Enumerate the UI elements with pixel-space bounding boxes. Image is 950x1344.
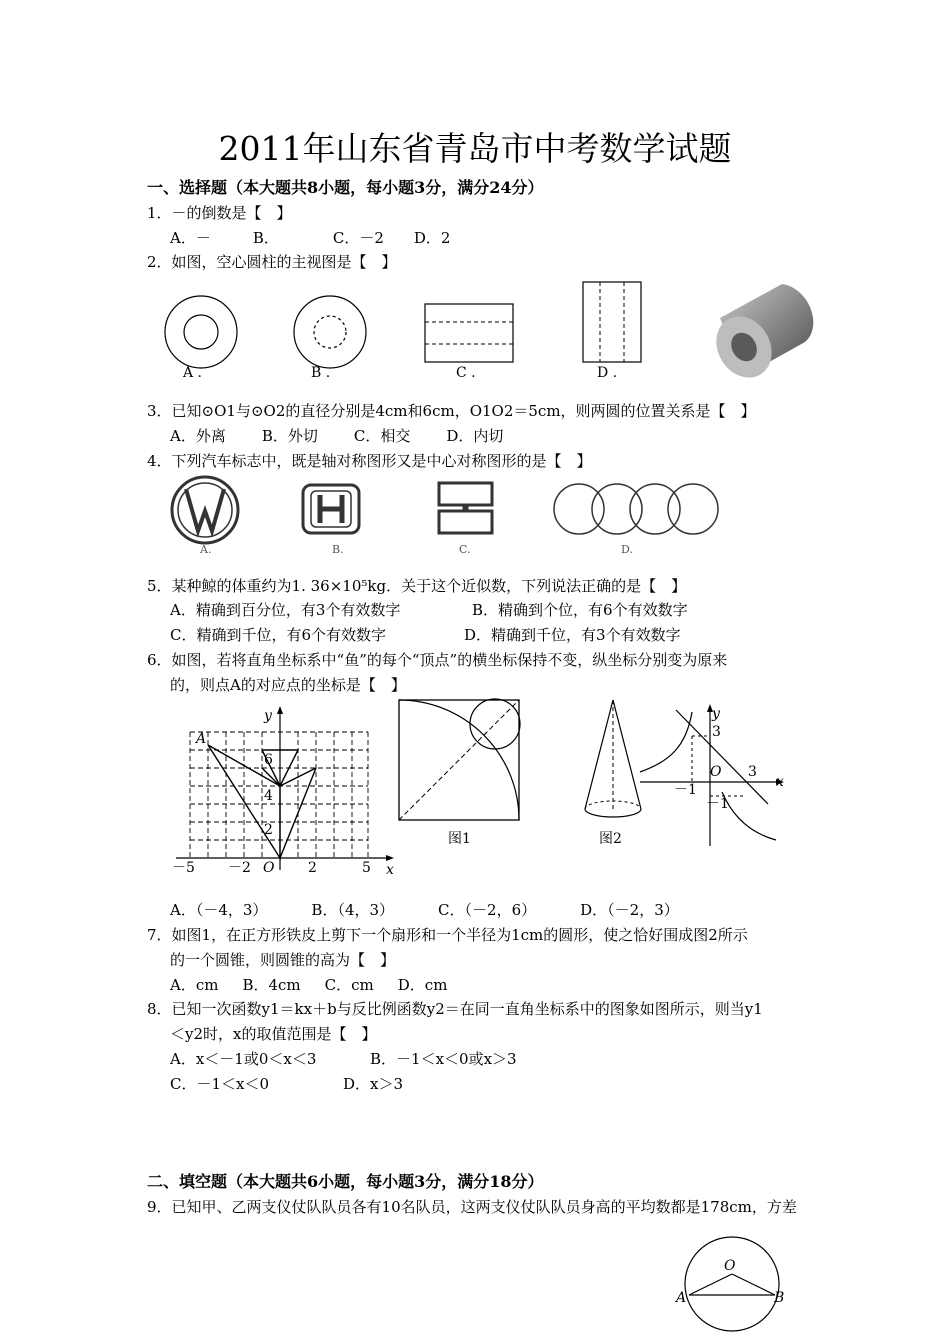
- q2-label-b: B .: [311, 365, 331, 381]
- fish-grid-figure: [168, 700, 400, 878]
- q2-option-c-figure: [425, 304, 513, 362]
- page-title: 2011年山东省青岛市中考数学试题: [218, 129, 732, 168]
- q1-options: [170, 228, 486, 248]
- q1-stem: 1．－的倒数是【 】: [147, 204, 292, 222]
- q7-stem-line2: 的一个圆锥，则圆锥的高为【 】: [170, 951, 396, 969]
- q7-option-c: C．cm: [324, 976, 374, 994]
- hyper-origin-label: O: [710, 764, 722, 780]
- fish-shape: [208, 745, 316, 858]
- q3-options: [170, 426, 539, 446]
- q5-option-a: A．精确到百分位，有3个有效数字: [170, 601, 401, 619]
- section-2-heading: 二、填空题（本大题共6小题，每小题3分，满分18分）: [147, 1172, 544, 1191]
- q8-option-c: C．－1＜x＜0: [170, 1075, 270, 1093]
- logo-c-square: [439, 483, 492, 533]
- q3-option-c: C．相交: [353, 427, 411, 445]
- q2-option-d-figure: [583, 282, 641, 362]
- q5-stem: 5．某种鲸的体重约为1. 36×10⁵kg．关于这个近似数，下列说法正确的是【 】: [147, 577, 687, 595]
- fig1-square-sector: [396, 697, 524, 825]
- q7-option-b: B．4cm: [242, 976, 301, 994]
- hyper-y-axis-label: y: [712, 706, 720, 722]
- hollow-cylinder-picture: [705, 284, 813, 388]
- q8-stem-line2: ＜y2时，x的取值范围是【 】: [170, 1025, 377, 1043]
- q5-option-b: B．精确到个位，有6个有效数字: [472, 601, 688, 619]
- q3-stem: 3．已知⊙O1与⊙O2的直径分别是4cm和6cm，O1O2＝5cm，则两圆的位置关系是【 】: [147, 402, 756, 420]
- grid-x-tick-2: 2: [308, 860, 317, 876]
- q4-label-d: D.: [621, 543, 633, 556]
- section-1-heading: 一、选择题（本大题共8小题，每小题3分，满分24分）: [147, 178, 544, 197]
- grid-x-axis-label: x: [386, 862, 394, 878]
- q8-option-d: D．x＞3: [343, 1075, 404, 1093]
- q5-option-c: C．精确到千位，有6个有效数字: [170, 626, 387, 644]
- logo-a-vw: [172, 477, 238, 543]
- logo-d-audi-rings: [554, 484, 718, 534]
- q3-option-b: B．外切: [261, 427, 318, 445]
- fig1-label: 图1: [448, 831, 471, 847]
- grid-y-tick-2: 2: [264, 822, 273, 838]
- q7-stem-line1: 7．如图1，在正方形铁皮上剪下一个扇形和一个半径为1cm的圆形，使之恰好围成图2所示: [147, 926, 748, 944]
- q4-stem: 4．下列汽车标志中，既是轴对称图形又是中心对称图形的是【 】: [147, 452, 592, 470]
- circle-center-label: O: [724, 1258, 736, 1274]
- q2-label-a: A .: [183, 365, 203, 381]
- circle-aob-figure: [674, 1226, 794, 1344]
- q2-option-b-figure: [294, 296, 366, 368]
- q6-option-c: C．（－2，6）: [438, 901, 537, 919]
- q4-label-c: C.: [459, 543, 471, 556]
- q6-stem-line2: 的，则点A的对应点的坐标是【 】: [170, 676, 406, 694]
- q5-option-d: D．精确到千位，有3个有效数字: [464, 626, 681, 644]
- q4-car-logos: [160, 475, 720, 557]
- logo-b-honda: [303, 485, 359, 533]
- q7-option-d: D．cm: [397, 976, 448, 994]
- circle-point-a-label: A: [676, 1290, 687, 1306]
- q6-options: [170, 900, 715, 920]
- q6-option-d: D．（－2，3）: [580, 901, 679, 919]
- q1-option-a: A．－: [170, 229, 211, 247]
- q1-option-d: D．2: [413, 229, 451, 247]
- hyper-x-axis-label: x: [776, 774, 784, 790]
- q4-label-a: A.: [200, 543, 212, 556]
- q8-option-a: A．x＜－1或0＜x＜3: [170, 1050, 317, 1068]
- grid-x-tick-neg5: －5: [172, 860, 195, 876]
- q6-option-a: A．（－4，3）: [170, 901, 268, 919]
- q9-stem: 9．已知甲、乙两支仪仗队队员各有10名队员，这两支仪仗队队员身高的平均数都是178cm，方差: [147, 1198, 797, 1216]
- grid-origin-label: O: [263, 860, 275, 876]
- fig2-label: 图2: [599, 831, 622, 847]
- grid-point-a-label: A: [196, 731, 207, 747]
- q3-option-d: D．内切: [446, 427, 504, 445]
- hyperbola-line-figure: [636, 700, 786, 848]
- q6-stem-line1: 6．如图，若将直角坐标系中“鱼”的每个“顶点”的横坐标保持不变，纵坐标分别变为原来: [147, 651, 728, 669]
- q2-stem: 2．如图，空心圆柱的主视图是【 】: [147, 253, 397, 271]
- hyper-x-tick-3: 3: [748, 764, 757, 780]
- grid-y-tick-4: 4: [264, 788, 273, 804]
- grid-x-tick-5: 5: [362, 860, 371, 876]
- q2-figures: [160, 280, 820, 390]
- q4-label-b: B.: [332, 543, 344, 556]
- q8-stem-line1: 8．已知一次函数y1＝kx＋b与反比例函数y2＝在同一直角坐标系中的图象如图所示，则当y1: [147, 1000, 763, 1018]
- q2-label-c: C .: [456, 365, 476, 381]
- q7-option-a: A．cm: [170, 976, 219, 994]
- q1-option-b: B．: [252, 229, 279, 247]
- q7-options: [170, 975, 483, 995]
- q2-option-a-figure: [165, 296, 237, 368]
- q3-option-a: A．外离: [170, 427, 226, 445]
- grid-y-axis-label: y: [264, 708, 272, 724]
- q8-option-b: B．－1＜x＜0或x＞3: [370, 1050, 517, 1068]
- circle-point-b-label: B: [774, 1290, 785, 1306]
- hyper-x-tick-neg1: －1: [674, 782, 697, 798]
- grid-y-tick-6: 6: [264, 752, 273, 768]
- q1-option-c: C．－2: [332, 229, 384, 247]
- grid-x-tick-neg2: －2: [228, 860, 251, 876]
- q6-option-b: B．（4，3）: [311, 901, 395, 919]
- hyper-y-tick-neg1: －1: [706, 796, 729, 812]
- q2-label-d: D .: [597, 365, 618, 381]
- hyper-y-tick-3: 3: [712, 724, 721, 740]
